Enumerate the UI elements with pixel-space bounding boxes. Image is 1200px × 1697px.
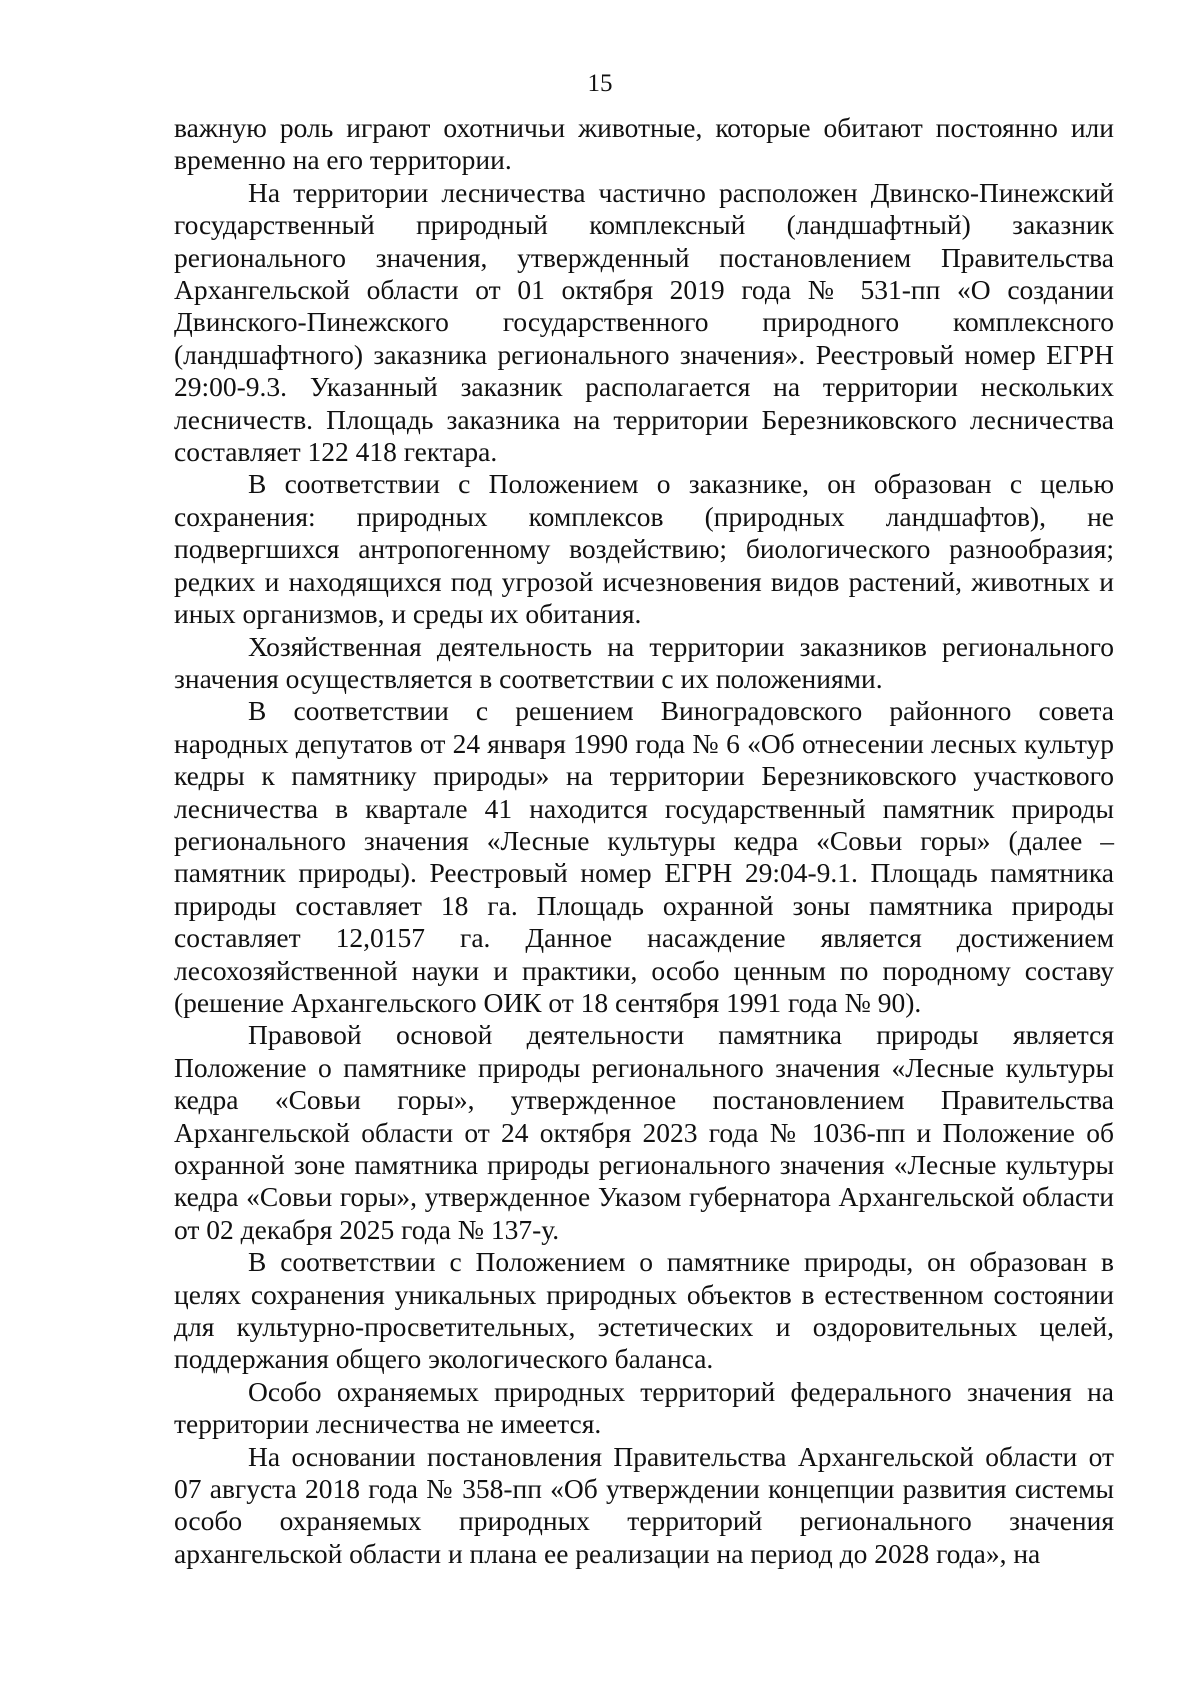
paragraph-legal-basis: Правовой основой деятельности памятника природы является Положение о памятнике природы регионального значения «Лесные культуры кедра «Совьи горы», утвержденное постановлением Правительства Архангельской области от 24 октября 2023 года № 1036-пп и Положение об охранной зоне памятника природы регионального значения «Лесные культуры кедра «Совьи горы», утвержденное Указом губернатора Архангельской области от 02 декабря 2025 года № 137-у. [174,1019,1114,1245]
paragraph-federal-territories: Особо охраняемых природных территорий федерального значения на территории лесничества не имеется. [174,1375,1114,1440]
paragraph-dvinsko-pinezhsky-reserve: На территории лесничества частично расположен Двинско-Пинежский государственный природный комплексный (ландшафтный) заказник регионального значения, утвержденный постановлением Правительства Архангельской области от 01 октября 2019 года № 531-пп «О создании Двинского-Пинежского государственного природного комплексного (ландшафтного) заказника регионального значения». Реестровый номер ЕГРН 29:00-9.3. Указанный заказник располагается на территории нескольких лесничеств. Площадь заказника на территории Березниковского лесничества составляет 122 418 гектара. [174,176,1114,468]
page-number: 15 [587,70,613,97]
paragraph-government-decree: На основании постановления Правительства Архангельской области от 07 августа 2018 года № 358-пп «Об утверждении концепции развития системы особо охраняемых природных территорий регионального значения архангельской области и плана ее реализации на период до 2028 года», на [174,1440,1114,1569]
paragraph-reserve-purpose: В соответствии с Положением о заказнике, он образован с целью сохранения: природных комплексов (природных ландшафтов), не подвергшихся антропогенному воздействию; биологического разнообразия; редких и находящихся под угрозой исчезновения видов растений, животных и иных организмов, и среды их обитания. [174,468,1114,630]
paragraph-natural-monument: В соответствии с решением Виноградовского районного совета народных депутатов от 24 января 1990 года № 6 «Об отнесении лесных культур кедры к памятнику природы» на территории Березниковского участкового лесничества в квартале 41 находится государственный памятник природы регионального значения «Лесные культуры кедра «Совьи горы» (далее – памятник природы). Реестровый номер ЕГРН 29:04-9.1. Площадь памятника природы составляет 18 га. Площадь охранной зоны памятника природы составляет 12,0157 га. Данное насаждение является достижением лесохозяйственной науки и практики, особо ценным по породному составу (решение Архангельского ОИК от 18 сентября 1991 года № 90). [174,695,1114,1018]
paragraph-monument-purpose: В соответствии с Положением о памятнике природы, он образован в целях сохранения уникальных природных объектов в естественном состоянии для культурно-просветительных, эстетических и оздоровительных целей, поддержания общего экологического баланса. [174,1246,1114,1375]
paragraph-continued: важную роль играют охотничьи животные, которые обитают постоянно или временно на его территории. [174,112,1114,176]
body-text [174,112,1114,1570]
paragraph-economic-activity: Хозяйственная деятельность на территории заказников регионального значения осуществляется в соответствии с их положениями. [174,630,1114,694]
